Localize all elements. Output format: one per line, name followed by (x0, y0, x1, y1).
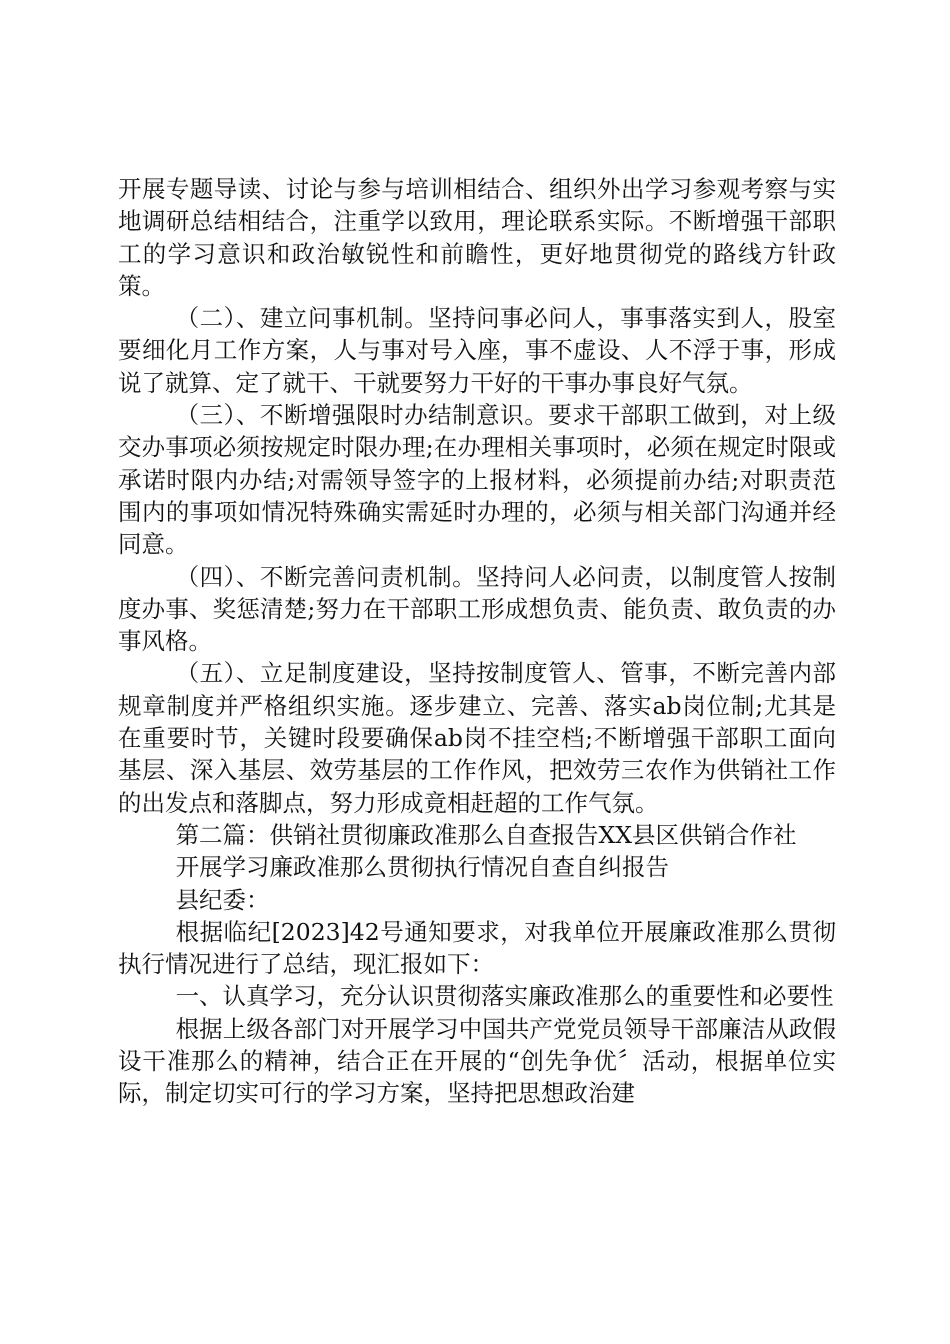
section-title-part-two: 第二篇：供销社贯彻廉政准那么自查报告XX县区供销合作社 (175, 820, 797, 849)
document-body (118, 173, 836, 1110)
report-title: 开展学习廉政准那么贯彻执行情况自查自纠报告 (175, 853, 670, 882)
paragraph-time-limit: （三）、不断增强限时办结制意识。要求干部职工做到，对上级交办事项必须按规定时限办理;在办理相关事项时，必须在规定时限或承诺时限内办结;对需领导签字的上报材料，必须提前办结;对职责范围内的事项如情况特殊确实需延时办理的，必须与相关部门沟通并经同意。 (118, 401, 836, 559)
report-addressee: 县纪委： (175, 885, 270, 914)
paragraph-responsibility-mechanism: （四）、不断完善问责机制。坚持问人必问责，以制度管人按制度办事、奖惩清楚;努力在干部职工形成想负责、能负责、敢负责的办事风格。 (118, 562, 836, 656)
paragraph-study-plan: 根据上级各部门对开展学习中国共产党党员领导干部廉洁从政假设干准那么的精神，结合正在开展的“创先争优〞活动，根据单位实际，制定切实可行的学习方案，坚持把思想政治建 (118, 1014, 836, 1108)
paragraph-study-methods: 开展专题导读、讨论与参与培训相结合、组织外出学习参观考察与实地调研总结相结合，注重学以致用，理论联系实际。不断增强干部职工的学习意识和政治敏锐性和前瞻性，更好地贯彻党的路线方针政策。 (118, 175, 836, 300)
heading-section-one: 一、认真学习，充分认识贯彻落实廉政准那么的重要性和必要性 (175, 982, 834, 1011)
paragraph-accountability-mechanism: （二）、建立问事机制。坚持问事必问人，事事落实到人，股室要细化月工作方案，人与事对号入座，事不虚设、人不浮于事，形成说了就算、定了就干、干就要努力干好的干事办事良好气氛。 (118, 304, 836, 397)
paragraph-system-building: （五）、立足制度建设，坚持按制度管人、管事，不断完善内部规章制度并严格组织实施。逐步建立、完善、落实ab岗位制;尤其是在重要时节，关键时段要确保ab岗不挂空档;不断增强干部职工面向基层、深入基层、效劳基层的工作作风，把效劳三农作为供销社工作的出发点和落脚点，努力形成竟相赶超的工作气氛。 (118, 659, 836, 817)
paragraph-intro: 根据临纪[2023]42号通知要求，对我单位开展廉政准那么贯彻执行情况进行了总结，现汇报如下： (118, 917, 836, 979)
